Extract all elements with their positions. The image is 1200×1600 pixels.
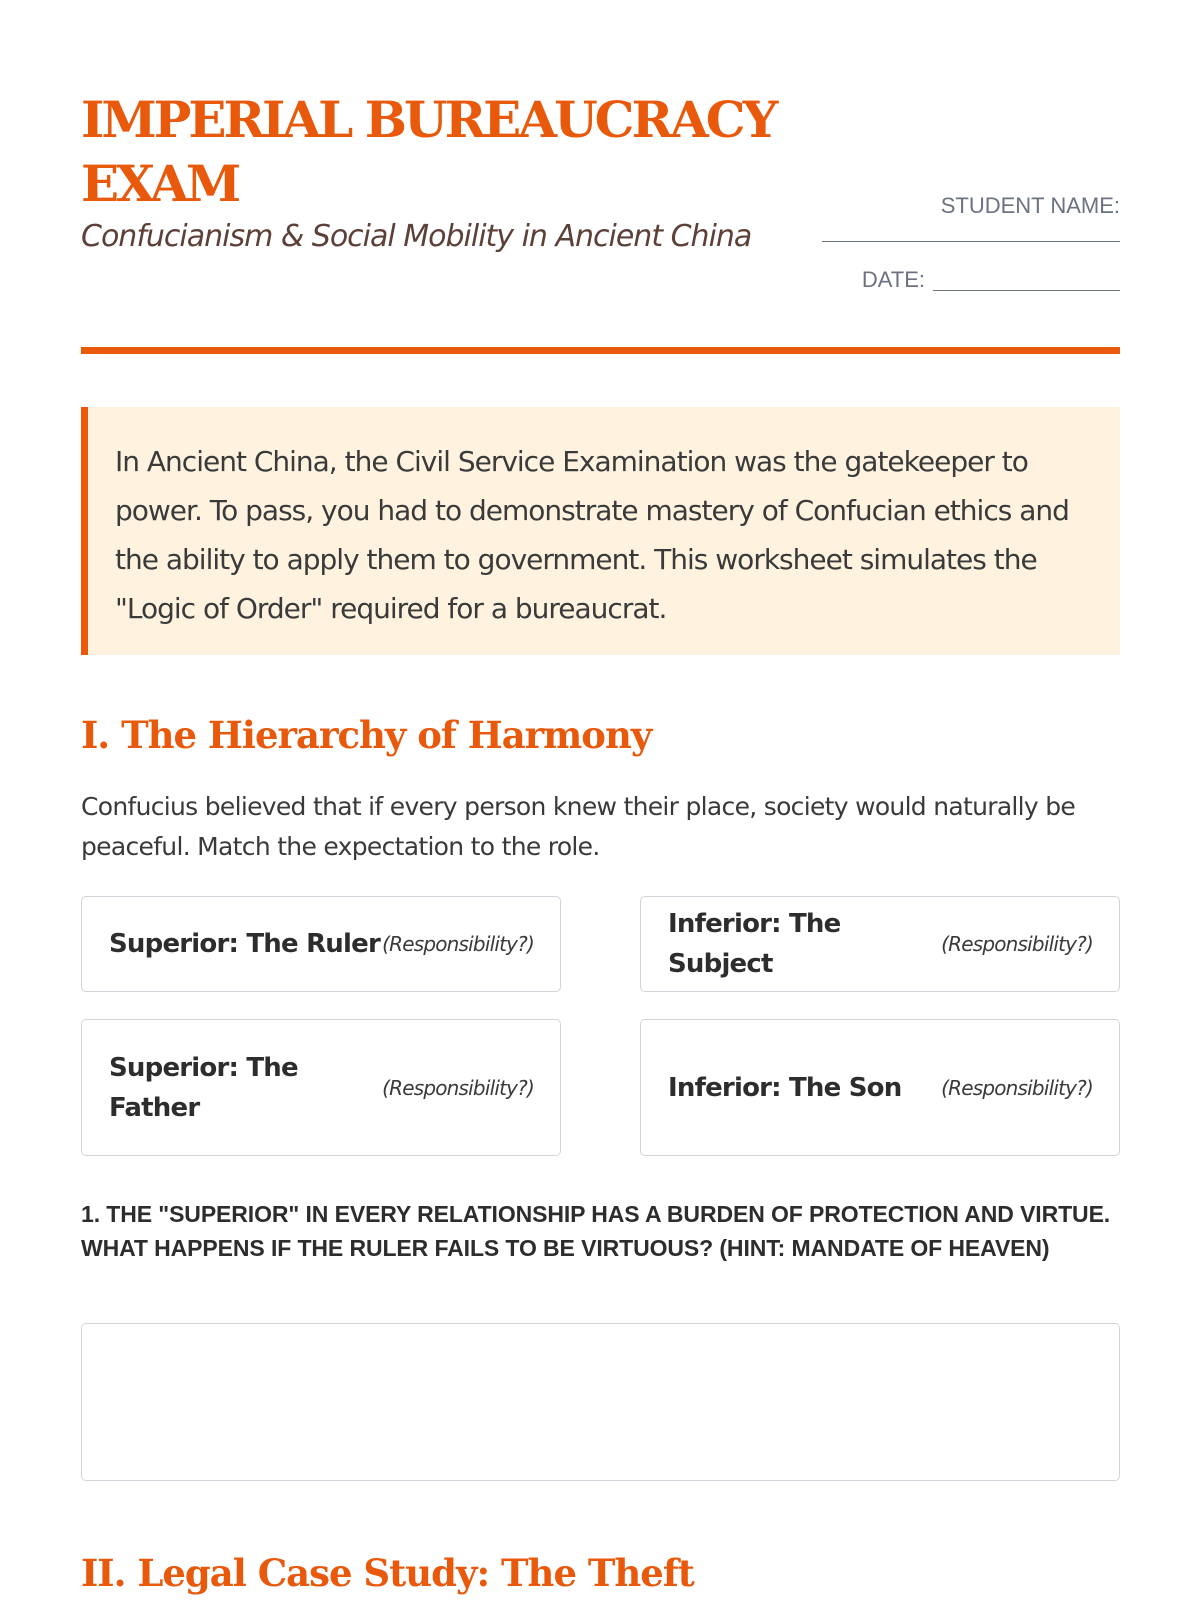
date-label: DATE: [861, 267, 925, 292]
question-1: 1. THE "SUPERIOR" IN EVERY RELATIONSHIP HAS A BURDEN OF PROTECTION AND VIRTUE. WHAT HAPPENS IF THE RULER FAILS TO BE VIRTUOUS? (HINT: MANDATE OF HEAVEN) [81, 1201, 1111, 1261]
section-2-heading: II. Legal Case Study: The Theft [81, 1551, 694, 1595]
role-hint: (Responsibility?) [941, 932, 1093, 956]
role-hint: (Responsibility?) [382, 1075, 534, 1100]
role-hint: (Responsibility?) [382, 932, 534, 956]
role-hint: (Responsibility?) [941, 1075, 1093, 1100]
role-name: Superior: The Ruler [109, 929, 380, 959]
exam-subtitle: Confucianism & Social Mobility in Ancient China [81, 219, 752, 254]
question-1-answer-box[interactable] [81, 1323, 1120, 1481]
date-field[interactable] [933, 290, 1120, 291]
section-1-description: Confucius believed that if every person knew their place, society would naturally be peaceful. Match the expectation to the role. [81, 792, 1076, 861]
exam-title: IMPERIAL BUREAUCRACY EXAM [81, 90, 776, 213]
worksheet-header [81, 0, 1120, 355]
role-card-father[interactable] [81, 1019, 561, 1156]
role-name: Superior: The Father [109, 1052, 298, 1123]
role-card-son[interactable] [640, 1019, 1120, 1156]
role-card-subject[interactable] [640, 896, 1120, 992]
role-name: Inferior: The Son [668, 1072, 902, 1103]
role-name: Inferior: The Subject [668, 909, 841, 979]
student-info [810, 192, 1120, 294]
date-row [810, 266, 1120, 294]
intro-callout: In Ancient China, the Civil Service Examination was the gatekeeper to power. To pass, you had to demonstrate mastery of Confucian ethics and the ability to apply them to government. This worksheet simulates the "Logic of Order" required for a bureaucrat. [81, 407, 1120, 655]
section-1-heading: I. The Hierarchy of Harmony [81, 713, 652, 757]
header-divider [81, 347, 1120, 354]
student-name-field[interactable] [822, 241, 1120, 242]
role-card-ruler[interactable] [81, 896, 561, 992]
student-name-label: STUDENT NAME: [940, 193, 1120, 218]
worksheet-page [81, 0, 1120, 1595]
